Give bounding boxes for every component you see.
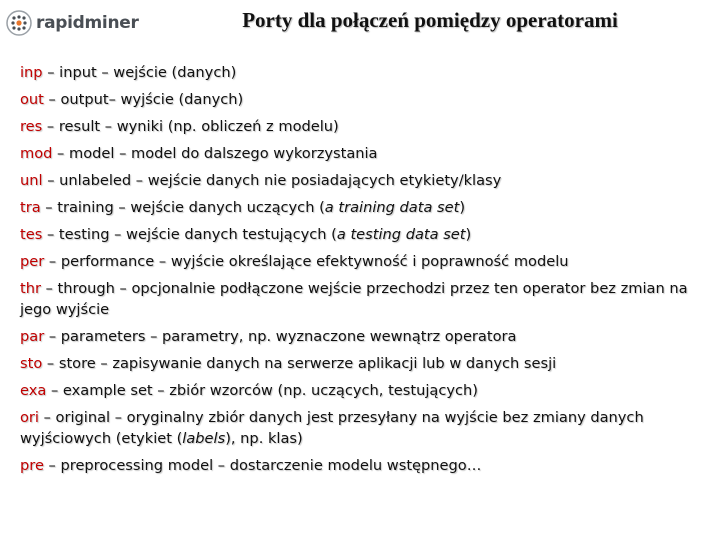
list-item xyxy=(20,353,704,374)
port-abbreviation: exa xyxy=(20,382,47,399)
list-item xyxy=(20,251,704,272)
list-item xyxy=(20,116,704,137)
port-description-italic: labels xyxy=(182,430,226,447)
list-item xyxy=(20,407,704,449)
port-description-italic: a testing data set xyxy=(336,226,466,243)
port-description: – output– wyjście (danych) xyxy=(43,91,244,108)
list-item xyxy=(20,380,704,401)
port-abbreviation: pre xyxy=(20,457,44,474)
port-description: – result – wyniki (np. obliczeń z modelu) xyxy=(42,118,339,135)
list-item xyxy=(20,197,704,218)
port-description-tail: ) xyxy=(459,199,466,216)
page-title: Porty dla połączeń pomiędzy operatorami xyxy=(242,8,618,32)
port-abbreviation: inp xyxy=(20,64,43,81)
port-description-tail: ) xyxy=(465,226,472,243)
port-abbreviation: out xyxy=(20,91,44,108)
list-item xyxy=(20,89,704,110)
port-description: – example set – zbiór wzorców (np. uczących, testujących) xyxy=(46,382,478,399)
port-description: – performance – wyjście określające efektywność i poprawność modelu xyxy=(44,253,569,270)
port-abbreviation: par xyxy=(20,328,45,345)
port-description: – input – wejście (danych) xyxy=(42,64,237,81)
port-abbreviation: thr xyxy=(20,280,41,297)
rapidminer-logo-icon xyxy=(6,10,32,36)
rapidminer-logo xyxy=(6,8,139,38)
list-item xyxy=(20,143,704,164)
list-item xyxy=(20,326,704,347)
port-abbreviation: mod xyxy=(20,145,53,162)
port-description: – parameters – parametry, np. wyznaczone wewnątrz operatora xyxy=(44,328,517,345)
logo-text: rapidminer xyxy=(36,13,139,33)
port-list xyxy=(20,62,704,482)
port-description: – store – zapisywanie danych na serwerze aplikacji lub w danych sesji xyxy=(42,355,557,372)
list-item xyxy=(20,278,704,320)
port-abbreviation: res xyxy=(20,118,43,135)
port-description: – training – wejście danych uczących ( xyxy=(40,199,325,216)
port-abbreviation: per xyxy=(20,253,45,270)
port-description: – testing – wejście danych testujących ( xyxy=(42,226,337,243)
port-description: – preprocessing model – dostarczenie modelu wstępnego… xyxy=(43,457,482,474)
list-item xyxy=(20,224,704,245)
port-description: – model – model do dalszego wykorzystania xyxy=(52,145,378,162)
list-item xyxy=(20,62,704,83)
port-abbreviation: unl xyxy=(20,172,43,189)
port-description: – unlabeled – wejście danych nie posiadających etykiety/klasy xyxy=(42,172,502,189)
port-abbreviation: tra xyxy=(20,199,41,216)
list-item xyxy=(20,455,704,476)
port-description: – original – oryginalny zbiór danych jest przesyłany na wyjście bez zmiany danych wyjściowych (etykiet ( xyxy=(20,409,644,447)
list-item xyxy=(20,170,704,191)
port-abbreviation: sto xyxy=(20,355,43,372)
port-abbreviation: tes xyxy=(20,226,43,243)
port-description-italic: a training data set xyxy=(324,199,460,216)
port-description-tail: ), np. klas) xyxy=(225,430,303,447)
port-description: – through – opcjonalnie podłączone wejście przechodzi przez ten operator bez zmian na jego wyjście xyxy=(20,280,688,318)
port-abbreviation: ori xyxy=(20,409,39,426)
